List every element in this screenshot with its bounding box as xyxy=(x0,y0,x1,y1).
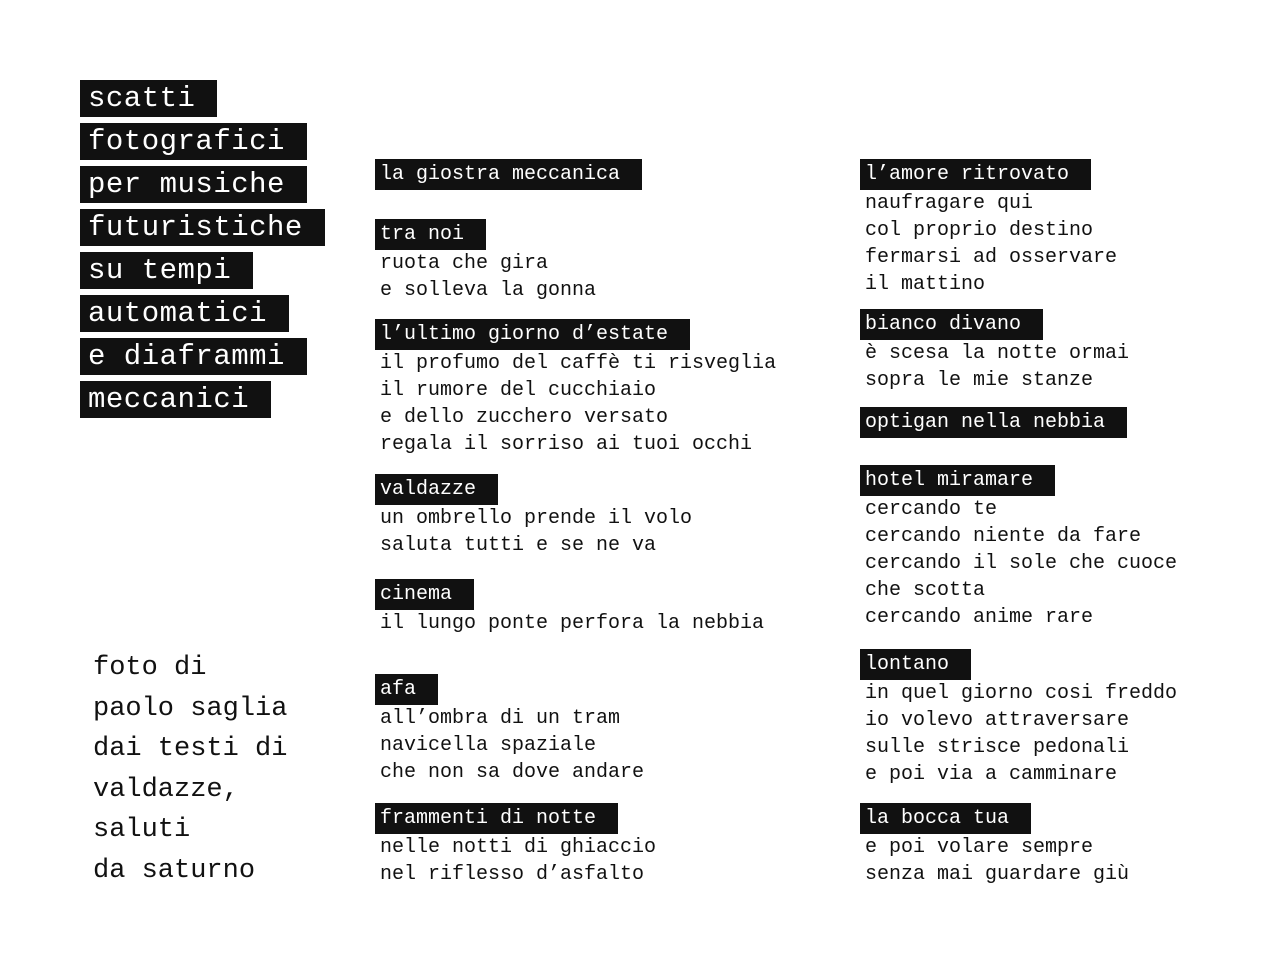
section-la-bocca-tua xyxy=(860,803,1129,888)
section-heading: hotel miramare xyxy=(860,465,1055,496)
verse-line: navicella spaziale xyxy=(380,734,597,757)
title-line: scatti xyxy=(80,80,217,117)
section-heading: cinema xyxy=(375,579,474,610)
credits-line: saluti xyxy=(93,815,191,845)
title-line: per musiche xyxy=(80,166,307,203)
title-line: e diaframmi xyxy=(80,338,307,375)
verse-line: e poi volare sempre xyxy=(865,836,1094,859)
section-valdazze xyxy=(375,474,692,559)
section-frammenti-di-notte xyxy=(375,803,656,888)
section-heading: la giostra meccanica xyxy=(375,159,642,190)
verse-line: il mattino xyxy=(865,273,986,296)
credits-line: valdazze, xyxy=(93,774,239,805)
section-heading: la bocca tua xyxy=(860,803,1031,834)
verse-line: naufragare qui xyxy=(865,192,1034,215)
section-heading: optigan nella nebbia xyxy=(860,407,1127,438)
section-cinema xyxy=(375,579,764,637)
verse-line: cercando anime rare xyxy=(865,606,1094,629)
verse-line: saluta tutti e se ne va xyxy=(380,534,657,557)
verse-line: ruota che gira xyxy=(380,252,549,275)
verse-line: il rumore del cucchiaio xyxy=(380,379,657,402)
section-heading: lontano xyxy=(860,649,971,680)
section-heading: l’ultimo giorno d’estate xyxy=(375,319,690,350)
verse-line: il profumo del caffè ti risveglia xyxy=(380,352,777,375)
credits-line: da saturno xyxy=(93,855,256,886)
credits xyxy=(93,648,287,891)
verse-line: che non sa dove andare xyxy=(380,761,645,784)
section-amore-ritrovato xyxy=(860,159,1117,298)
section-heading: bianco divano xyxy=(860,309,1043,340)
verse-line: in quel giorno cosi freddo xyxy=(865,682,1178,705)
title-line: fotografici xyxy=(80,123,307,160)
verse-line: il lungo ponte perfora la nebbia xyxy=(380,612,765,635)
section-bianco-divano xyxy=(860,309,1129,394)
verse-line: nelle notti di ghiaccio xyxy=(380,836,657,859)
section-tra-noi xyxy=(375,219,596,304)
verse-line: che scotta xyxy=(865,579,986,602)
verse-line: è scesa la notte ormai xyxy=(865,342,1130,365)
verse-line: un ombrello prende il volo xyxy=(380,507,693,530)
verse-line: fermarsi ad osservare xyxy=(865,246,1118,269)
verse-line: cercando il sole che cuoce xyxy=(865,552,1178,575)
section-la-giostra-meccanica xyxy=(375,159,642,190)
section-lontano xyxy=(860,649,1177,788)
credits-line: dai testi di xyxy=(93,734,288,764)
verse-line: senza mai guardare giù xyxy=(865,863,1130,886)
verse-line: sulle strisce pedonali xyxy=(865,736,1130,759)
credits-line: paolo saglia xyxy=(93,693,288,724)
verse-line: e dello zucchero versato xyxy=(380,406,669,429)
verse-line: cercando te xyxy=(865,498,998,521)
verse-line: sopra le mie stanze xyxy=(865,369,1094,392)
section-heading: l’amore ritrovato xyxy=(860,159,1091,190)
title-line: meccanici xyxy=(80,381,271,418)
verse-line: io volevo attraversare xyxy=(865,709,1130,732)
title-line: su tempi xyxy=(80,252,253,289)
section-heading: frammenti di notte xyxy=(375,803,618,834)
verse-line: e solleva la gonna xyxy=(380,279,597,302)
section-ultimo-giorno-estate xyxy=(375,319,776,458)
verse-line: all’ombra di un tram xyxy=(380,707,621,730)
section-heading: valdazze xyxy=(375,474,498,505)
verse-line: cercando niente da fare xyxy=(865,525,1142,548)
verse-line: e poi via a camminare xyxy=(865,763,1118,786)
credits-line: foto di xyxy=(93,653,207,683)
title-block xyxy=(80,80,325,424)
section-optigan-nella-nebbia xyxy=(860,407,1127,438)
section-hotel-miramare xyxy=(860,465,1177,631)
title-line: futuristiche xyxy=(80,209,325,246)
section-heading: tra noi xyxy=(375,219,486,250)
title-line: automatici xyxy=(80,295,289,332)
verse-line: regala il sorriso ai tuoi occhi xyxy=(380,433,753,456)
section-afa xyxy=(375,674,644,786)
section-heading: afa xyxy=(375,674,438,705)
verse-line: col proprio destino xyxy=(865,219,1094,242)
verse-line: nel riflesso d’asfalto xyxy=(380,863,645,886)
